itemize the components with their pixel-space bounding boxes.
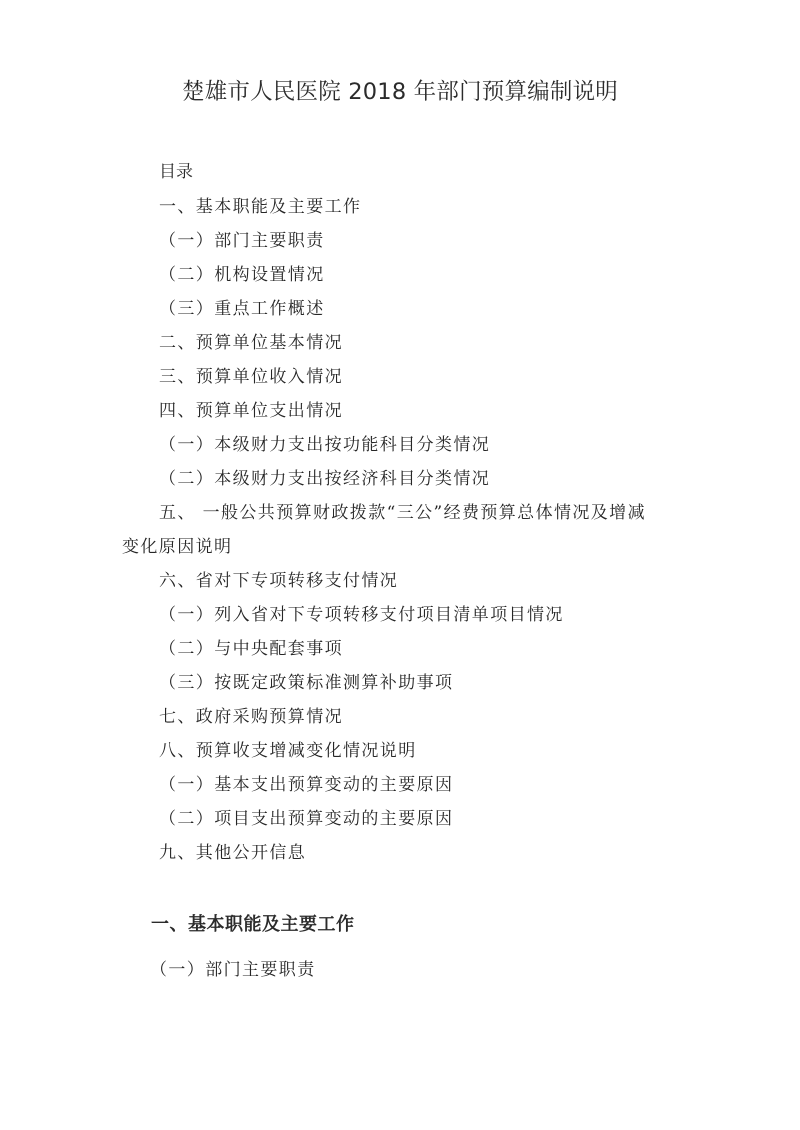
toc-item: （一）本级财力支出按功能科目分类情况: [159, 435, 491, 455]
toc-item: （三）重点工作概述: [159, 299, 325, 319]
toc-item: 五、 一般公共预算财政拨款“三公”经费预算总体情况及增减: [159, 503, 646, 523]
toc-item: 三、预算单位收入情况: [159, 367, 343, 387]
toc-item: 一、基本职能及主要工作: [159, 197, 362, 217]
toc-item: 九、其他公开信息: [159, 843, 307, 863]
toc-item: （二）与中央配套事项: [159, 639, 343, 659]
section-heading: 一、基本职能及主要工作: [151, 914, 355, 935]
toc-item: 四、预算单位支出情况: [159, 401, 343, 421]
page-title: 楚雄市人民医院 2018 年部门预算编制说明: [182, 79, 618, 105]
toc-item: （三）按既定政策标准测算补助事项: [159, 673, 454, 693]
toc-heading: 目录: [159, 162, 193, 182]
toc-item: 二、预算单位基本情况: [159, 333, 343, 353]
toc-item: 七、政府采购预算情况: [159, 707, 343, 727]
subsection-heading: （一）部门主要职责: [150, 960, 316, 980]
toc-item: 八、预算收支增减变化情况说明: [159, 741, 417, 761]
toc-item: 六、省对下专项转移支付情况: [159, 571, 399, 591]
toc-item: 变化原因说明: [122, 537, 233, 557]
toc-item: （一）列入省对下专项转移支付项目清单项目情况: [159, 605, 564, 625]
toc-item: （二）机构设置情况: [159, 265, 325, 285]
toc-item: （一）部门主要职责: [159, 231, 325, 251]
toc-item: （一）基本支出预算变动的主要原因: [159, 775, 454, 795]
toc-item: （二）项目支出预算变动的主要原因: [159, 809, 454, 829]
toc-item: （二）本级财力支出按经济科目分类情况: [159, 469, 491, 489]
